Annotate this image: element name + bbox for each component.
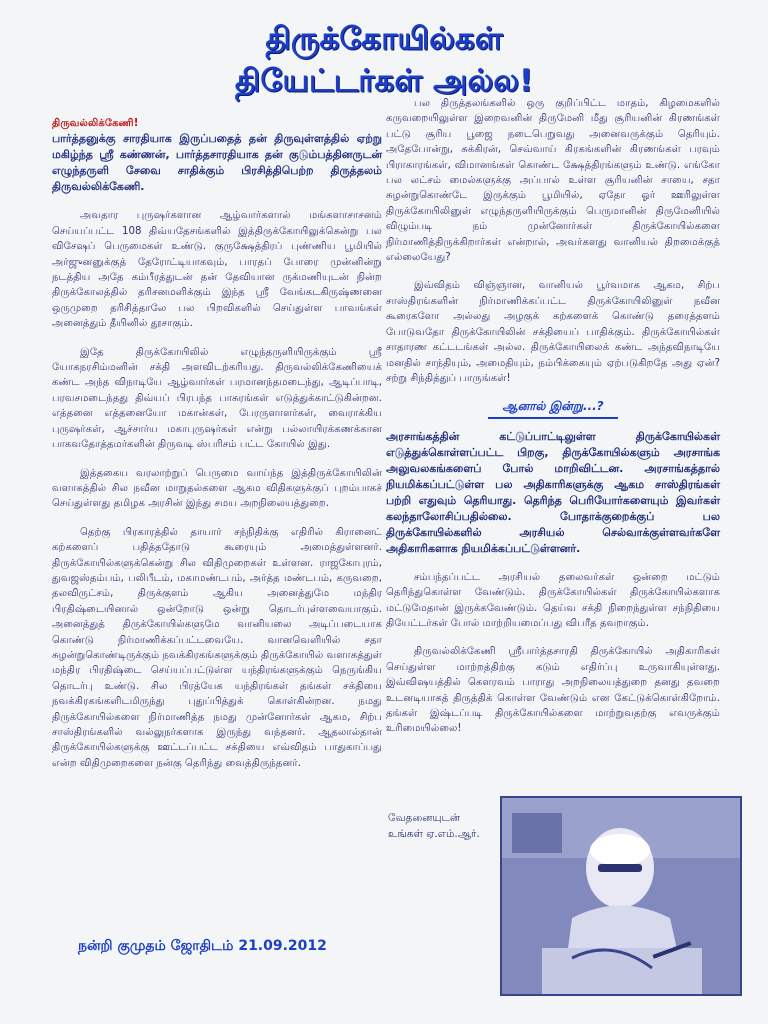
paragraph: பல திருத்தலங்களில் ஒரு குறிப்பிட்ட மாதம், கிழமைகளில் கருவறையிலுள்ள இறைவனின் திருமேனி மீது சூரியனின் கிரணங்கள் பட்டு சூரிய பூஜை நடைபெறுவது அனைவருக்கும் தெரியும். அதேபோன்று, சுக்கிரன், செவ்வாய் கிரகங்களின் கிரணங்கள் பரவும் பிராகாரங்கள், விமானங்கள் கொண்ட க்ஷேத்திரங்களும் உண்டு. எங்கோ பல லட்சம் மைல்களுக்கு அப்பால் உள்ள சூரியனின் சாயை, சதா சுழன்றுகொண்டே இருக்கும் பூமியில், ஏதோ ஓர் ஊரிலுள்ள திருக்கோயிலினுள் எழுந்தருளியிருக்கும் பெருமானின் திருமேனியில் விழும்படி நம் முன்னோர்கள் திருக்கோயில்களை நிர்மாணித்திருக்கிறார்கள் என்றால், அவர்களது வானியல் திறமைக்குத் எல்லையேது?	[386, 98, 720, 264]
title-line-1: திருக்கோயில்கள்	[265, 21, 503, 57]
right-column	[386, 96, 720, 750]
paragraph: தெற்கு பிரகாரத்தில் தாயார் சந்நிதிக்கு எதிரில் கிரானைட் கற்களைப் பதித்ததோடு கூரையும் அமைத்துள்ளனர். திருக்கோயில்களுக்கென்று சில விதிமுறைகள் உள்ளன. ராஜகோபுரம், துவஜஸ்தம்பம், பலிபீடம், மகாமண்டபம், அர்த்த மண்டபம், கருவறை, தலவிருட்சம், திருக்குளம் ஆகிய அனைத்துமே மந்திர பிரதிஷ்டையினால் ஒன்றோடு ஒன்று தொடர்புள்ளவையாகும். அனைத்துத் திருக்கோயில்களுமே வானியலை அடிப்படையாக கொண்டு நிர்மாணிக்கப்பட்டவையே. வானவெளியில் சதா சுழன்றுகொண்டிருக்கும் நவக்கிரகங்களுக்கும் திருக்கோயில் வளாகத்துள் மந்திர பிரதிஷ்டை செய்யப்பட்டுள்ள யந்திரங்களுக்கும் நெருங்கிய தொடர்பு உண்டு. சில பிரத்யேக யந்திரங்கள் தங்கள் சக்தியை நவக்கிரகங்களிடமிருந்து புதுப்பித்துக் கொள்கின்றன. நமது திருக்கோயில்களை நிர்மாணித்த நமது முன்னோர்கள் ஆகம, சிற்ப சாஸ்திரங்களில் வல்லுநர்களாக இருந்து வந்தனர். ஆதலால்தான் திருக்கோயில்களுக்கு ஊட்டப்பட்ட சக்தியை எவ்விதம் பாதுகாப்பது என்ற விதிமுறைகளை நன்கு தெரிந்து வைத்திருந்தனர்.	[52, 526, 382, 769]
author-photo-illustration	[502, 798, 740, 994]
section-subheading: ஆனால் இன்று...?	[488, 399, 618, 418]
paragraph: சம்பந்தப்பட்ட அரசியல் தலைவர்கள் ஒன்றை மட்டும் தெரிந்துகொள்ள வேண்டும். திருக்கோயில்கள் திருக்கோயில்களாக மட்டுமேதான் இருக்கவேண்டும். தெய்வ சக்தி நிறைந்துள்ள சந்நிதியை தியேட்டர்கள் போல் மாற்றியமைப்பது விபரீத தவறாகும்.	[386, 571, 720, 629]
paragraph: அரசாங்கத்தின் கட்டுப்பாட்டிலுள்ள திருக்கோயில்கள் எடுத்துக்கொள்ளப்பட்ட பிறகு, திருக்கோயில்களும் அரசாங்க அலுவலகங்களைப் போல் மாறிவிட்டன. அரசாங்கத்தால் நியமிக்கப்பட்டுள்ள பல அதிகாரிகளுக்கு ஆகம சாஸ்திரங்கள் பற்றி எதுவும் தெரியாது. தெரிந்த பெரியோர்களையும் இவர்கள் கலந்தாலோசிப்பதில்லை. போதாக்குறைக்குப் பல திருக்கோயில்களில் அரசியல் செல்வாக்குள்ளவர்களே அதிகாரிகளாக நியமிக்கப்பட்டுள்ளனர்.	[386, 429, 720, 555]
paragraph: அவதார புருஷர்களான ஆழ்வார்களால் மங்களாசாசனம் செய்யப்பட்ட 108 திவ்யதேசங்களில் இத்திருக்கோயிலுக்கென்று பல விசேஷப் பெருமைகள் உண்டு. குருக்ஷேத்திரப் புண்ணிய பூமியில் அர்ஜுனனுக்குத் தேரோட்டியாகவும், பாரதப் போரை முன்னின்று நடத்திய அதே கம்பீரத்துடன் தன் தேவியான ருக்மணியுடன் நின்ற திருக்கோலத்தில் தரிசனமளிக்கும் இந்த ஸ்ரீ வேங்கடகிருஷ்ணனை ஒருமுறை தரிசித்தாலே பல பிறவிகளில் செய்துள்ள பாவங்கள் அனைத்தும் தீயினில் தூசாகும்.	[52, 210, 382, 330]
paragraph: இவ்விதம் விஞ்ஞான, வானியல் பூர்வமாக ஆகம, சிற்ப சாஸ்திரங்களின் நிர்மாணிக்கப்பட்ட திருக்கோயிலினுள் நவீன கூரைகளோ அல்லது அழகுக் கற்களைக் கொண்டு தரைத்தளம் போடுவதோ திருக்கோயிலின் சக்தியைப் பாதிக்கும். திருக்கோயில்கள் சாதாரண கட்டடங்கள் அல்ல. திருக்கோயிலைக் கண்ட அந்தவிநாடியே மனதில் சாந்தியும், அமைதியும், நம்பிக்கையும் ஏற்படுகிறதே அது ஏன்? சற்று சிந்தித்துப் பாருங்கள்!	[386, 280, 720, 384]
section-heading: திருவல்லிக்கேணி!	[52, 118, 139, 129]
lead-paragraph: பார்த்தனுக்கு சாரதியாக இருப்பதைத் தன் திருவுள்ளத்தில் ஏற்று மகிழ்ந்த ஸ்ரீ கண்ணன், பார்த்தசாரதியாக தன் குடும்பத்தினருடன் எழுந்தருளி சேவை சாதிக்கும் பிரசித்திபெற்ற திருத்தலம் திருவல்லிக்கேணி.	[52, 132, 382, 194]
signature-line-1: வேதனையுடன்	[388, 812, 461, 824]
paragraph: இதே திருக்கோயிலில் எழுந்தருளியிருக்கும் ஸ்ரீ யோகநரசிம்மனின் சக்தி அளவிடற்கரியது. திருவல்லிக்கேணியைக் கண்ட அந்த விநாடியே ஆழ்வார்கள் பரமானந்தமடைந்து, ஆடிப்பாடி, பரவசமடைந்தது திவ்யப் பிரபந்த பாசுரங்கள் எடுத்துக்காட்டுகின்றன. எத்தனை எத்தனையோ மகான்கள், பேரருளாளர்கள், வைராக்கிய புருஷர்கள், ஆச்சார்ய மகாபுருஷர்கள் என்று பல்லாயிரக்கணக்கான பாகவதோத்தமர்களின் திருவடி ஸ்பரிசம் பட்ட கோயில் இது.	[52, 346, 382, 451]
signature-line-2: உங்கள் ஏ.எம்.ஆர்.	[388, 828, 480, 840]
title-line-2: தியேட்டர்கள் அல்ல!	[234, 63, 534, 99]
left-column	[52, 116, 382, 784]
page-title	[0, 18, 768, 102]
paragraph: திருவல்லிக்கேணி ஸ்ரீபார்த்தசாரதி திருக்கோயில் அதிகாரிகள் செய்துள்ள மாற்றத்திற்கு கடும் எதிர்ப்பு உருவாகியுள்ளது. இவ்விஷயத்தில் கௌரவம் பாராது அறநிலையத்துறை தனது தவறை உடனடியாகத் திருத்திக் கொள்ள வேண்டும் என கேட்டுக்கொள்கிறோம். தங்கள் இஷ்டப்படி திருக்கோயில்களை மாற்றுவதற்கு எவருக்கும் உரிமையில்லை!	[386, 646, 720, 735]
source-credit: நன்றி குமுதம் ஜோதிடம் 21.09.2012	[78, 938, 327, 954]
signature	[388, 810, 498, 842]
paragraph: இத்தகைய வரலாற்றுப் பெருமை வாய்ந்த இத்திருக்கோயிலின் வளாகத்தில் சில நவீன மாறுதல்களை ஆகம விதிகளுக்குப் புறம்பாகச் செய்துள்ளது தமிழக அரசின் இந்து சமய அறநிலையத்துறை.	[52, 467, 382, 510]
author-photo	[500, 796, 742, 996]
